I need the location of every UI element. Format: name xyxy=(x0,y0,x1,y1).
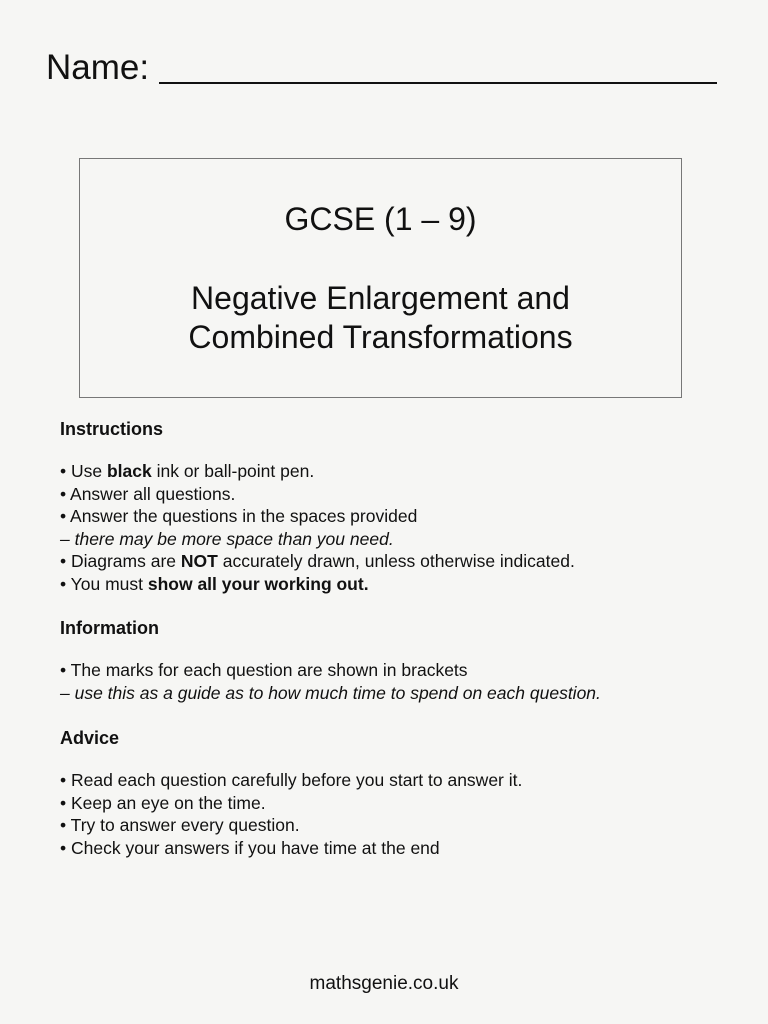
instruction-note: – there may be more space than you need. xyxy=(60,528,394,549)
topic-title xyxy=(80,279,681,357)
information-section xyxy=(60,617,728,704)
instruction-item: • Answer the questions in the spaces provided xyxy=(60,506,418,526)
footer-site: mathsgenie.co.uk xyxy=(309,973,459,994)
name-field-row xyxy=(46,48,717,88)
advice-heading: Advice xyxy=(60,728,120,748)
topic-title-line-2: Combined Transformations xyxy=(188,319,573,355)
title-box xyxy=(79,158,682,398)
instructions-list xyxy=(60,460,728,595)
advice-item: • Read each question carefully before you start to answer it. xyxy=(60,770,523,790)
information-note: – use this as a guide as to how much time to spend on each question. xyxy=(60,682,601,703)
instruction-item: • You must show all your working out. xyxy=(60,573,369,594)
instruction-item: • Diagrams are NOT accurately drawn, unless otherwise indicated. xyxy=(60,551,575,571)
advice-section xyxy=(60,727,728,859)
advice-item: • Try to answer every question. xyxy=(60,815,300,835)
name-label: Name: xyxy=(46,48,150,87)
exam-level: GCSE (1 – 9) xyxy=(284,201,477,237)
instructions-heading: Instructions xyxy=(60,419,164,439)
instruction-item: • Answer all questions. xyxy=(60,483,236,504)
name-underline xyxy=(159,82,717,84)
instruction-item: • Use black ink or ball-point pen. xyxy=(60,461,315,481)
information-heading: Information xyxy=(60,618,159,638)
topic-title-line-1: Negative Enlargement and xyxy=(191,280,570,316)
advice-item: • Keep an eye on the time. xyxy=(60,792,266,813)
information-item: • The marks for each question are shown in brackets xyxy=(60,660,468,680)
information-list xyxy=(60,659,728,704)
advice-list xyxy=(60,769,728,859)
instructions-section xyxy=(60,418,728,595)
advice-item: • Check your answers if you have time at the end xyxy=(60,837,440,858)
